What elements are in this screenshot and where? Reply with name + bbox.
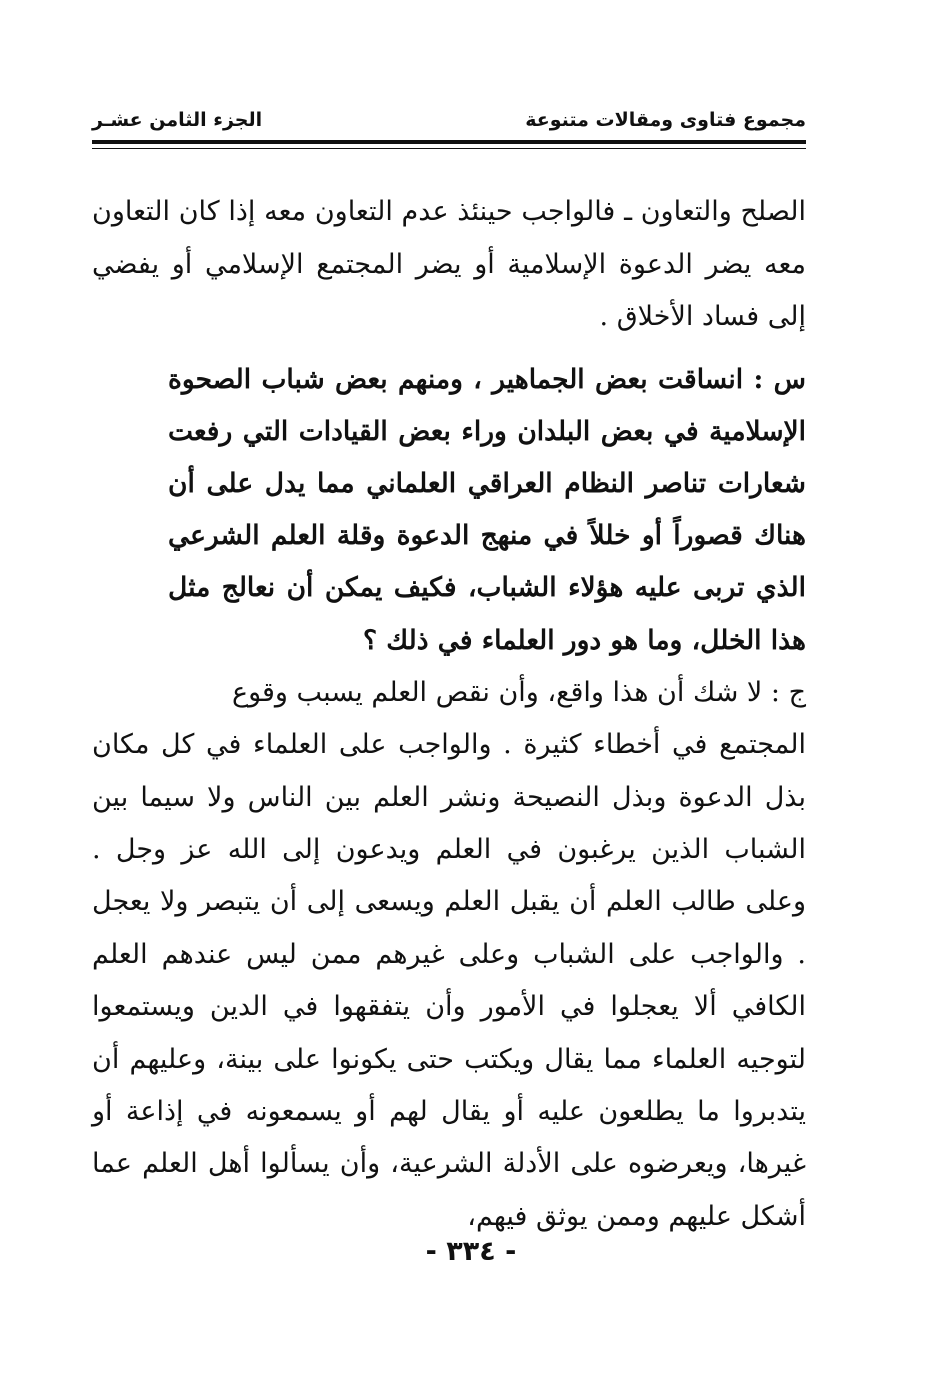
- question-paragraph: س : انساقت بعض الجماهير ، ومنهم بعض شباب الصحوة الإسلامية في بعض البلدان وراء بعض القيادات التي رفعت شعارات تناصر النظام العراقي العلماني مما يدل على أن هناك قصوراً أو خللاً في منهج الدعوة وقلة العلم الشرعي الذي تربى عليه هؤلاء الشباب، فكيف يمكن أن نعالج مثل هذا الخلل، وما هو دور العلماء في ذلك ؟: [168, 363, 806, 656]
- header-rule-thin: [92, 148, 806, 149]
- answer-first-line: ج : لا شك أن هذا واقع، وأن نقص العلم يسبب وقوع: [231, 676, 806, 708]
- answer-body: المجتمع في أخطاء كثيرة . والواجب على العلماء في كل مكان بذل الدعوة وبذل النصيحة ونشر العلم بين الناس ولا سيما بين الشباب الذين يرغبون في العلم ويدعون إلى الله عز وجل . وعلى طالب العلم أن يقبل العلم ويسعى إلى أن يتبصر ولا يعجل . والواجب على الشباب وعلى غيرهم ممن ليس عندهم العلم الكافي ألا يعجلوا في الأمور وأن يتفقهوا في الدين ويستمعوا لتوجيه العلماء مما يقال ويكتب حتى يكونوا على بينة، وعليهم أن يتدبروا ما يطلعون عليه أو يقال لهم أو يسمعونه في إذاعة أو غيرها، ويعرضوه على الأدلة الشرعية، وأن يسألوا أهل العلم عما أشكل عليهم وممن يوثق فيهم،: [92, 729, 806, 1232]
- intro-paragraph: الصلح والتعاون ـ فالواجب حينئذ عدم التعاون معه إذا كان التعاون معه يضر الدعوة الإسلامية أو يضر المجتمع الإسلامي أو يفضي إلى فساد الأخلاق .: [92, 196, 806, 332]
- answer-paragraph: [92, 667, 806, 1243]
- book-title: مجموع فتاوى ومقالات متنوعة: [525, 109, 806, 131]
- volume-label: الجزء الثامن عشـر: [92, 109, 263, 131]
- header-rule-thick: [92, 140, 806, 144]
- page-body: [92, 186, 806, 1243]
- running-header: [92, 104, 806, 136]
- page-number: - ٣٣٤ -: [425, 1236, 517, 1267]
